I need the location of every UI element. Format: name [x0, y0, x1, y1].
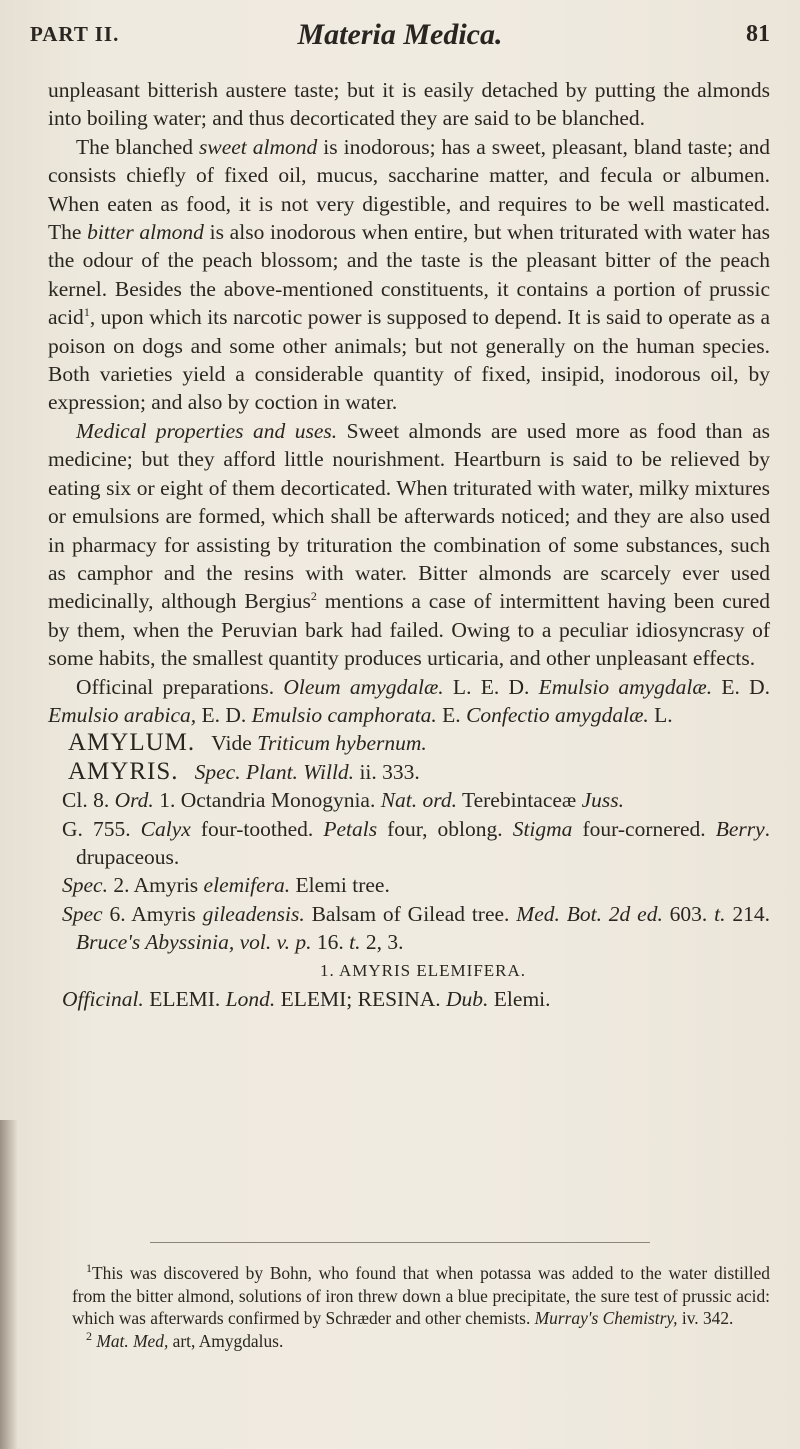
botanical-description: [48, 786, 770, 956]
officinal-names-line: Officinal. ELEMI. Lond. ELEMI; RESINA. Dub. Elemi.: [62, 987, 551, 1011]
paragraph-officinal-preparations: Officinal preparations. Oleum amygdalæ. L. E. D. Emulsio amygdalæ. E. D. Emulsio arabica, E. D. Emulsio camphorata. E. Confectio amygdalæ. L.: [48, 674, 771, 727]
paragraph-medical-properties: Medical properties and uses. Sweet almonds are used more as food than as medicine; but they afford little nourishment. Heartburn is said to be relieved by eating six or eight of them decorticated. When triturated with water, milky mixtures or emulsions are formed, which shall be afterwards noticed; and they are also used in pharmacy for assisting by trituration the combination of some substances, such as camphor and the resins with water. Bitter almonds are scarcely ever used medicinally, although Bergius$^2$ mentions a case of intermittent having been cured by them, when the Peruvian bark had failed. Owing to a peculiar idiosyncrasy of some habits, the smallest quantity produces urticaria, and other unpleasant effects.: [48, 418, 770, 671]
part-label: PART II.: [30, 22, 120, 46]
paragraph-continuation: unpleasant bitterish austere taste; but it is easily detached by putting the almonds into boiling water; and thus decorticated they are said to be blanched.: [48, 78, 770, 131]
genus-line: G. 755. Calyx four-toothed. Petals four, oblong. Stigma four-cornered. Berry. drupaceous.: [62, 816, 771, 869]
paragraph-blanched-almond: The blanched sweet almond is inodorous; has a sweet, pleasant, bland taste; and consists chiefly of fixed oil, mucus, saccharine matter, and fecula or albumen. When eaten as food, it is not very digestible, and requires to be well masticated. The bitter almond is also inodorous when entire, but when triturated with water has the odour of the peach blossom; and the taste is the pleasant bitter of the peach kernel. Besides the above-mentioned constituents, it contains a portion of prussic acid$^1$, upon which its narcotic power is supposed to depend. It is said to operate as a poison on dogs and some other animals; but not generally on the human species. Both varieties yield a considerable quantity of fixed, insipid, inodorous oil, by expression; and also by coction in water.: [48, 134, 771, 415]
entry-amyris: AMYRIS. Spec. Plant. Willd. ii. 333.: [68, 757, 420, 785]
footnote-2: $^2$ Mat. Med, art, Amygdalus.: [86, 1328, 284, 1351]
entry-amylum: AMYLUM. Vide Triticum hybernum.: [68, 729, 427, 757]
footnote-divider: [150, 1242, 650, 1243]
page-number: 81: [746, 21, 770, 47]
footnotes: [72, 1262, 770, 1352]
footnote-ref-2: 2: [310, 589, 317, 604]
main-text: [48, 76, 770, 1013]
footnote-ref-1: 1: [83, 305, 90, 320]
class-order-line: Cl. 8. Ord. 1. Octandria Monogynia. Nat. ord. Terebintaceæ Juss.: [62, 788, 625, 813]
running-title: Materia Medica.: [297, 18, 503, 51]
footnote-1: $^1$This was discovered by Bohn, who found that when potassa was added to the water distilled from the bitter almond, solutions of iron threw down a blue precipitate, the sure test of prussic acid: which was afterwards confirmed by Schræder and other chemists. Murray's Chemistry, iv. 342.: [72, 1261, 770, 1328]
species-2-line: Spec. 2. Amyris elemifera. Elemi tree.: [62, 873, 390, 898]
running-header: [30, 18, 770, 58]
scan-shadow-edge: [0, 1120, 18, 1449]
subsection-heading: 1. AMYRIS ELEMIFERA.: [319, 960, 527, 980]
species-6-line: Spec 6. Amyris gileadensis. Balsam of Gilead tree. Med. Bot. 2d ed. 603. t. 214. Bruce's Abyssinia, vol. v. p. 16. t. 2, 3.: [62, 901, 770, 955]
